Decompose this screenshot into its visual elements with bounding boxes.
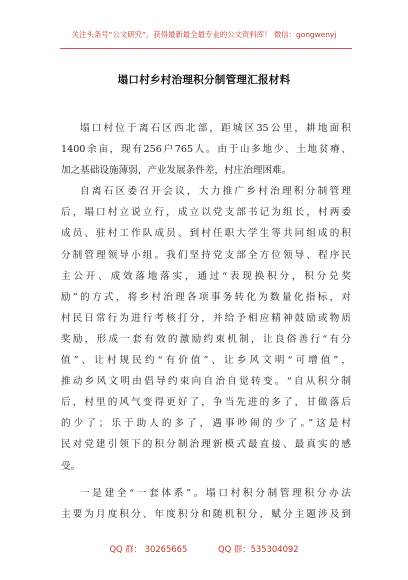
paragraph-line: 主要为月度积分、年度积分和随机积分，赋分主题涉及到 — [61, 508, 351, 520]
footer-qq-group-1: QQ 群： 30265665 — [109, 544, 188, 554]
document-title: 塌口村乡村治理积分制管理汇报材料 — [117, 74, 291, 86]
paragraph-line: 值”、让村规民约“有价值”、让乡风文明“可增值”， — [61, 355, 351, 367]
paragraph-line: 奖励，形成一套有效的激励约束机制，让良俗善行“有分 — [61, 333, 351, 345]
header-banner: 关注头条号“公文研究”，获得最新最全最专业的公文资料库！ 微信：gongwenyj — [71, 30, 337, 39]
paragraph-line: 推动乡风文明由倡导约束向自治自觉转变。“自从积分制 — [61, 376, 351, 388]
paragraph-line: 后，村里的风气变得更好了，争当先进的多了，甘做落后 — [61, 397, 351, 409]
document-body — [61, 118, 351, 525]
paragraph-line: 村民日常行为进行考核打分，并给予相应精神鼓励或物质 — [61, 312, 351, 324]
paragraph-line: 分制管理领导小组。我们坚持党支部全方位领导、程序民 — [61, 249, 351, 261]
footer-qq-group-2: QQ 群：535304092 — [218, 544, 299, 554]
paragraph-line: 受。 — [61, 460, 81, 472]
footer-contact — [0, 543, 408, 555]
header-divider — [60, 48, 352, 49]
paragraph-line: 自离石区委召开会议，大力推广乡村治理积分制管理 — [80, 186, 351, 198]
paragraph-line: 1400余亩，现有256户765人。由于山多地少、土地贫瘠、 — [61, 144, 351, 156]
paragraph-line: 主公开、成效落地落实，通过“表现换积分，积分兑奖 — [61, 270, 351, 282]
paragraph-line: 的少了；乐于助人的多了，遇事吵闹的少了。”这是村 — [61, 418, 351, 430]
paragraph-line: 励”的方式，将乡村治理各项事务转化为数量化指标，对 — [61, 291, 351, 303]
paragraph-line: 加之基础设施薄弱，产业发展条件差，村庄治理困难。 — [61, 165, 292, 177]
paragraph-line: 成员、驻村工作队成员、到村任职大学生等共同组成的积 — [61, 228, 351, 240]
paragraph-line: 塌口村位于离石区西北部，距城区35公里，耕地面积 — [80, 123, 351, 134]
paragraph-line: 民对党建引领下的积分制治理新模式最直接、最真实的感 — [61, 439, 351, 451]
paragraph-line: 一是建全“一套体系”。塌口村积分制管理积分办法 — [80, 487, 351, 499]
paragraph-line: 后，塌口村立说立行，成立以党支部书记为组长，村两委 — [61, 207, 351, 219]
